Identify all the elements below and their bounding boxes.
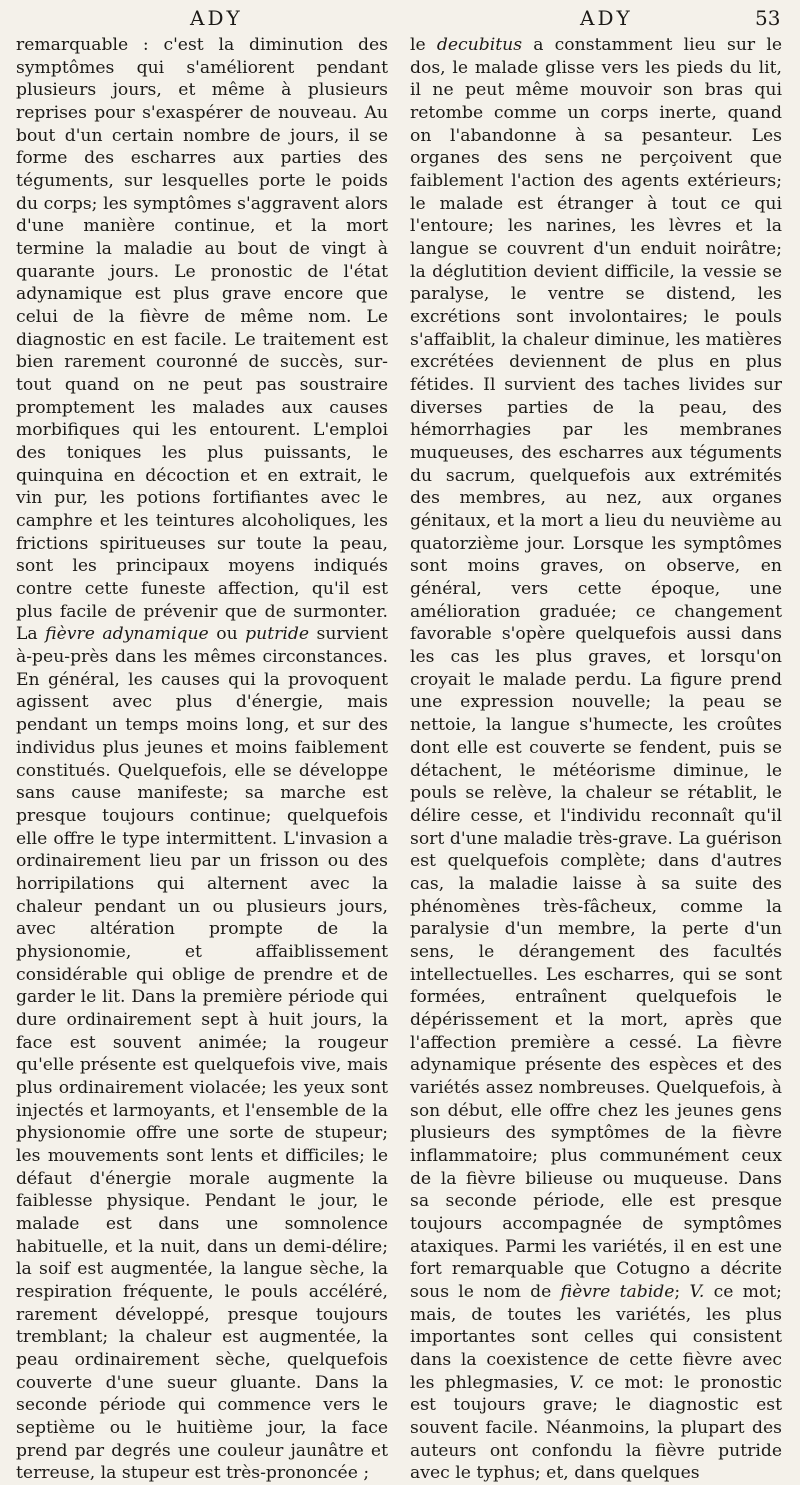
right-text-c: ; [674,1281,690,1302]
left-text-c: survient à-peu-près dans les mêmes circonstances. En général, les causes qui la provoquent agissent avec plus d'énergie, mais pendant un temps moins long, et sur des individus plus jeunes et moins faiblement constitués. Quelquefois, elle se développe sans cause manifeste; sa marche est presque toujours continue; quelquefois elle offre le type intermittent. L'invasion a ordinairement lieu par un frisson ou des horripilations qui alternent avec la chaleur pendant un ou plusieurs jours, avec altération prompte de la physionomie, et affaiblissement considérable qui oblige de prendre et de garder le lit. Dans la première période qui dure ordinairement sept à huit jours, la face est souvent animée; la rougeur qu'elle présente est quelquefois vive, mais plus ordinairement violacée; les yeux sont injectés et larmoyants, et l'ensemble de la physionomie offre une sorte de stupeur; les mouvements sont lents et difficiles; le défaut d'énergie morale augmente la faiblesse physique. Pendant le jour, le malade est dans une somnolence habituelle, et la nuit, dans un demi-délire; la soif est augmentée, la langue sèche, la respiration fréquente, le pouls accéléré, rarement développé, presque toujours tremblant; la chaleur est augmentée, la peau ordinairement sèche, quelquefois couverte d'une sueur gluante. Dans la seconde période qui commence vers le septième ou le huitième jour, la face prend par degrés une couleur jaunâtre et terreuse, la stupeur est très-prononcée ; [16,624,388,1484]
left-text-a: remarquable : c'est la diminution des symptômes qui s'améliorent pendant plusieurs jours, et même à plusieurs reprises pour s'exaspérer de nouveau. Au bout d'un certain nombre de jours, il se forme des escharres aux parties des téguments, sur lesquelles porte le poids du corps; les symptômes s'aggravent alors d'une manière continue, et la mort termine la maladie au bout de vingt à quarante jours. Le pronostic de l'état adynamique est plus grave encore que celui de la fièvre de même nom. Le diagnostic en est facile. Le traitement est bien rarement couronné de succès, sur-tout quand on ne peut pas soustraire promptement les malades aux causes morbifiques qui les entourent. L'emploi des toniques les plus puissants, le quinquina en décoction et en extrait, le vin pur, les potions fortifiantes avec le camphre et les teintures alcoholiques, les frictions spiritueuses sur toute la peau, sont les principaux moyens indiqués contre cette funeste affection, qu'il est plus facile de prévenir que de surmonter. La [16,35,388,645]
page-header [0,4,800,38]
left-column-paragraph [16,34,388,1485]
right-text-a: le [410,35,437,55]
term-decubitus: decubitus [436,35,523,55]
right-column-paragraph [410,34,782,1485]
right-running-head: ADY [580,6,633,30]
term-fievre-adynamique: fièvre adynamique [45,624,209,645]
cross-reference-v: V. [569,1372,585,1393]
left-text-b: ou [208,624,246,645]
left-running-head: ADY [190,6,243,30]
right-text-e: ce mot: le pronostic est toujours grave; le diagnostic est souvent facile. Néanmoins, la plupart des auteurs ont confondu la fièvre putride avec le typhus; et, dans quelques [410,1372,783,1484]
term-putride: putride [245,624,310,645]
right-text-b: a constamment lieu sur le dos, le malade glisse vers les pieds du lit, il ne peut même mouvoir son bras qui retombe comme un corps inerte, quand on l'abandonne à sa pesanteur. Les organes des sens ne perçoivent que faiblement l'action des agents extérieurs; le malade est étranger à tout ce qui l'entoure; les narines, les lèvres et la langue se couvrent d'un enduit noirâtre; la déglutition devient difficile, la vessie se paralyse, le ventre se distend, les excrétions sont involontaires; le pouls s'affaiblit, la chaleur diminue, les matières excrétées deviennent de plus en plus fétides. Il survient des taches livides sur diverses parties de la peau, des hémorrhagies par les membranes muqueuses, des escharres aux téguments du sacrum, quelquefois aux extrémités des membres, au nez, aux organes génitaux, et la mort a lieu du neuvième au quatorzième jour. Lorsque les symptômes sont moins graves, on observe, en général, vers cette époque, une amélioration graduée; ce changement favorable s'opère quelquefois aussi dans les cas les plus graves, et lorsqu'on croyait le malade perdu. La figure prend une expression nouvelle; la peau se nettoie, la langue s'humecte, les croûtes dont elle est couverte se fendent, puis se détachent, le météorisme diminue, le pouls se relève, la chaleur se rétablit, le délire cesse, et l'individu reconnaît qu'il sort d'une maladie très-grave. La guérison est quelquefois complète; dans d'autres cas, la maladie laisse à sa suite des phénomènes très-fâcheux, comme la paralysie d'un membre, la perte d'un sens, le dérangement des facultés intellectuelles. Les escharres, qui se sont formées, entraînent quelquefois le dépérissement et la mort, après que l'affection première a cessé. La fièvre adynamique présente des espèces et des variétés assez nombreuses. Quelquefois, à son début, elle offre chez les jeunes gens plusieurs des symptômes de la fièvre inflammatoire; plus communément ceux de la fièvre bilieuse ou muqueuse. Dans sa seconde période, elle est presque toujours accompagnée de symptômes ataxiques. Parmi les variétés, il en est une fort remarquable que Cotugno a décrite sous le nom de [410,35,782,1302]
page-number: 53 [755,6,781,30]
cross-reference-v: V. [689,1281,705,1302]
left-column [16,34,388,1485]
right-text-d: ce mot; mais, de toutes les variétés, les plus importantes sont celles qui consistent dans la coexistence de cette fièvre avec les phlegmasies, [410,1281,782,1393]
term-fievre-tabide: fièvre tabide [560,1281,675,1302]
right-column [410,34,782,1485]
